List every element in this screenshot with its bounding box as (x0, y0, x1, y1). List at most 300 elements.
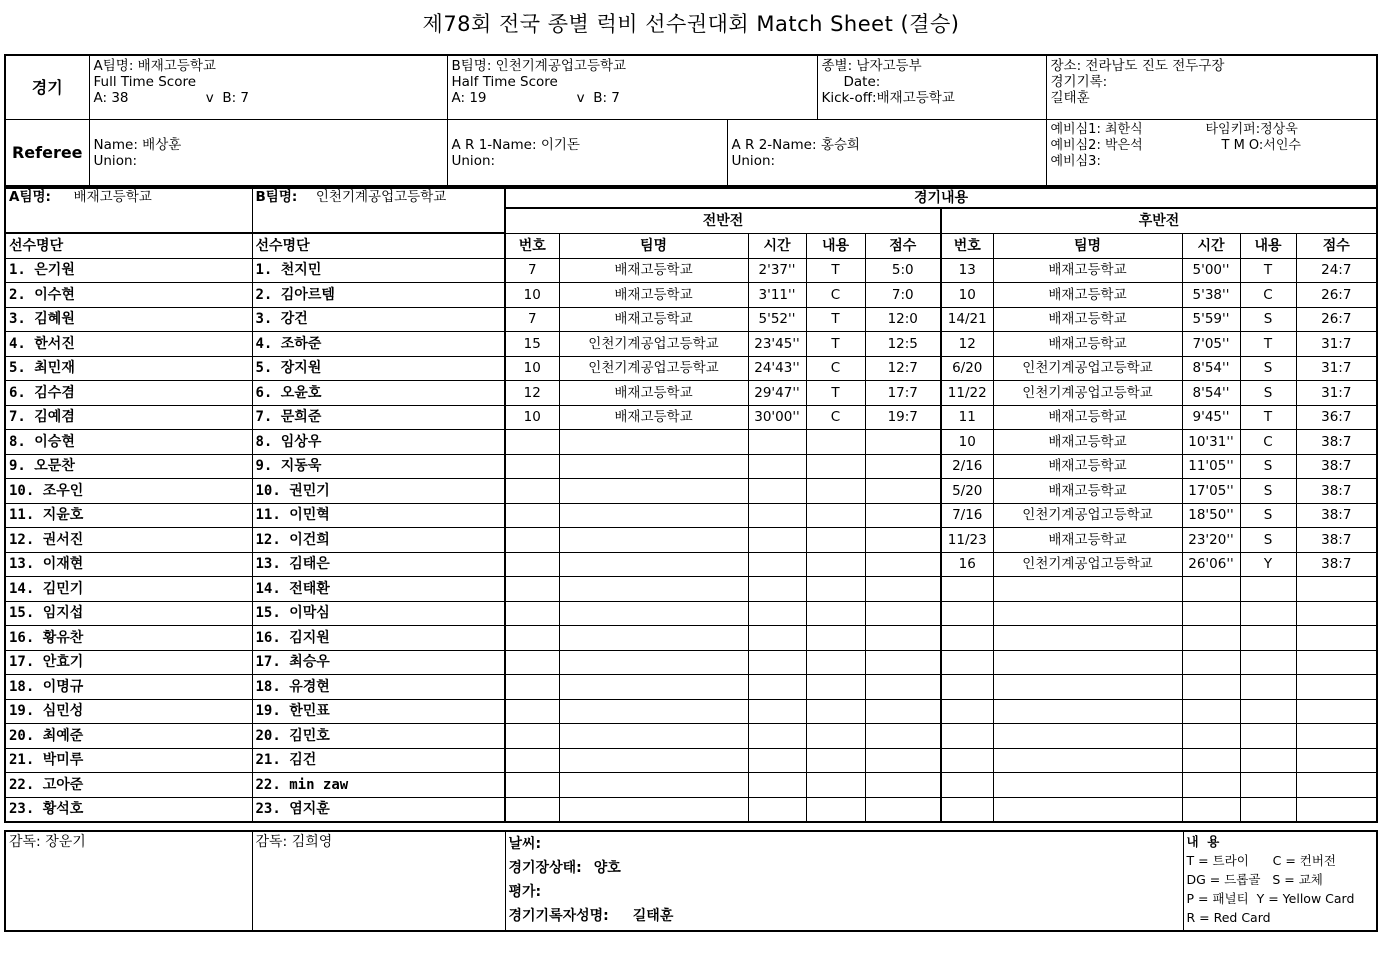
field-condition-label: 경기장상태: (508, 860, 582, 876)
team-a-header (5, 188, 252, 233)
second-half-type: S (1240, 528, 1296, 553)
second-half-score: 38:7 (1296, 479, 1377, 504)
second-half-number (941, 773, 993, 798)
second-half-number: 13 (941, 258, 993, 283)
first-half-type (806, 577, 865, 602)
player-b: 8. 임상우 (252, 430, 505, 455)
first-half-score (865, 797, 941, 822)
legend-title: 내 용 (1186, 834, 1220, 849)
first-half-team (559, 699, 748, 724)
first-half-type (806, 626, 865, 651)
first-half-team: 배재고등학교 (559, 381, 748, 406)
roster-label-a: 선수명단 (5, 233, 252, 258)
officials-info (1046, 119, 1377, 186)
first-half-score (865, 650, 941, 675)
first-half-team (559, 430, 748, 455)
second-half-time (1182, 724, 1240, 749)
first-half-team (559, 454, 748, 479)
first-half-number (505, 454, 559, 479)
second-half-score: 31:7 (1296, 381, 1377, 406)
first-half-type: T (806, 307, 865, 332)
player-a: 10. 조우인 (5, 479, 252, 504)
first-half-number (505, 552, 559, 577)
first-half-time (748, 577, 806, 602)
second-half-type: C (1240, 430, 1296, 455)
second-half-team: 배재고등학교 (993, 283, 1182, 308)
table-row (5, 258, 1377, 283)
first-half-type (806, 748, 865, 773)
second-half-team: 인천기계공업고등학교 (993, 356, 1182, 381)
table-row (5, 381, 1377, 406)
second-half-type: S (1240, 307, 1296, 332)
second-half-number: 14/21 (941, 307, 993, 332)
player-a: 18. 이명규 (5, 675, 252, 700)
first-half-col-number: 번호 (505, 233, 559, 258)
recorder-name: 길태훈 (1050, 90, 1090, 106)
first-half-type: T (806, 258, 865, 283)
first-half-type (806, 773, 865, 798)
first-half-number: 7 (505, 307, 559, 332)
player-b: 13. 김태은 (252, 552, 505, 577)
table-row (5, 356, 1377, 381)
first-half-time: 5'52'' (748, 307, 806, 332)
second-half-number (941, 626, 993, 651)
first-half-team (559, 650, 748, 675)
team-a-info (89, 55, 447, 119)
player-a: 16. 황유찬 (5, 626, 252, 651)
second-half-team: 배재고등학교 (993, 479, 1182, 504)
game-section-title: 경기내용 (505, 188, 1377, 208)
second-half-type: S (1240, 479, 1296, 504)
match-date: Date: (843, 74, 881, 90)
player-a: 5. 최민재 (5, 356, 252, 381)
timekeeper: 타임키퍼:정상욱 (1205, 121, 1298, 137)
second-half-score (1296, 797, 1377, 822)
table-row (5, 601, 1377, 626)
second-half-team: 인천기계공업고등학교 (993, 381, 1182, 406)
first-half-time (748, 748, 806, 773)
category-info (817, 55, 1046, 119)
second-half-number (941, 601, 993, 626)
full-time-score: A: 38 v B: 7 (93, 90, 250, 106)
first-half-team (559, 601, 748, 626)
table-row (5, 454, 1377, 479)
player-b: 3. 강건 (252, 307, 505, 332)
second-half-team: 배재고등학교 (993, 332, 1182, 357)
table-row (5, 797, 1377, 822)
first-half-score: 12:0 (865, 307, 941, 332)
second-half-team: 인천기계공업고등학교 (993, 552, 1182, 577)
legend-line: DG = 드롭골 S = 교체 (1186, 872, 1323, 887)
first-half-score: 12:7 (865, 356, 941, 381)
first-half-number (505, 626, 559, 651)
full-time-label: Full Time Score (93, 74, 197, 90)
first-half-score (865, 577, 941, 602)
player-b: 18. 유경현 (252, 675, 505, 700)
second-half-score: 26:7 (1296, 307, 1377, 332)
first-half-number: 12 (505, 381, 559, 406)
second-half-type (1240, 650, 1296, 675)
second-half-score: 38:7 (1296, 528, 1377, 553)
first-half-team: 인천기계공업고등학교 (559, 332, 748, 357)
player-a: 8. 이승현 (5, 430, 252, 455)
team-b-info (447, 55, 817, 119)
player-a: 1. 은기원 (5, 258, 252, 283)
legend-box (1183, 831, 1377, 931)
table-row (5, 283, 1377, 308)
reserve-referee-1: 예비심1: 최한식 (1050, 121, 1143, 137)
table-row (5, 332, 1377, 357)
team-b-label: B팀명: (255, 189, 298, 205)
table-row (5, 675, 1377, 700)
team-b-name: 인천기계공업고등학교 (315, 189, 447, 205)
second-half-team (993, 748, 1182, 773)
first-half-type (806, 503, 865, 528)
first-half-time (748, 773, 806, 798)
first-half-team: 배재고등학교 (559, 307, 748, 332)
table-row (5, 430, 1377, 455)
second-half-type (1240, 577, 1296, 602)
player-a: 13. 이재현 (5, 552, 252, 577)
second-half-type: Y (1240, 552, 1296, 577)
team-b-header (252, 188, 505, 233)
player-b: 5. 장지원 (252, 356, 505, 381)
first-half-time: 23'45'' (748, 332, 806, 357)
first-half-time (748, 430, 806, 455)
second-half-score (1296, 601, 1377, 626)
player-a: 21. 박미루 (5, 748, 252, 773)
first-half-team (559, 724, 748, 749)
second-half-time: 7'05'' (1182, 332, 1240, 357)
legend-line: T = 트라이 C = 컨버전 (1186, 853, 1336, 868)
second-half-number (941, 748, 993, 773)
second-half-number: 10 (941, 430, 993, 455)
first-half-time: 29'47'' (748, 381, 806, 406)
second-half-score (1296, 748, 1377, 773)
first-half-score (865, 699, 941, 724)
second-half-number: 16 (941, 552, 993, 577)
player-b: 15. 이막심 (252, 601, 505, 626)
first-half-time (748, 724, 806, 749)
player-a: 4. 한서진 (5, 332, 252, 357)
second-half-number: 10 (941, 283, 993, 308)
second-half-time: 26'06'' (1182, 552, 1240, 577)
first-half-number (505, 528, 559, 553)
first-half-time: 30'00'' (748, 405, 806, 430)
ar1-union: Union: (451, 152, 496, 169)
second-half-time: 17'05'' (1182, 479, 1240, 504)
first-half-team (559, 748, 748, 773)
first-half-number (505, 503, 559, 528)
venue-info (1046, 55, 1377, 119)
second-half-type (1240, 699, 1296, 724)
first-half-score: 19:7 (865, 405, 941, 430)
legend-line: R = Red Card (1186, 910, 1271, 925)
first-half-type (806, 454, 865, 479)
table-row (5, 479, 1377, 504)
second-half-team (993, 797, 1182, 822)
table-row (5, 307, 1377, 332)
second-half-number: 11/22 (941, 381, 993, 406)
first-half-team (559, 577, 748, 602)
second-half-number (941, 699, 993, 724)
second-half-score: 24:7 (1296, 258, 1377, 283)
second-half-number (941, 650, 993, 675)
second-half-time: 18'50'' (1182, 503, 1240, 528)
player-b: 6. 오윤호 (252, 381, 505, 406)
first-half-type (806, 528, 865, 553)
second-half-team (993, 724, 1182, 749)
first-half-type (806, 479, 865, 504)
first-half-score: 7:0 (865, 283, 941, 308)
second-half-score (1296, 699, 1377, 724)
second-half-time (1182, 626, 1240, 651)
player-a: 14. 김민기 (5, 577, 252, 602)
second-half-number: 7/16 (941, 503, 993, 528)
second-half-time: 5'59'' (1182, 307, 1240, 332)
player-b: 22. min zaw (252, 773, 505, 798)
first-half-team (559, 773, 748, 798)
second-half-type (1240, 675, 1296, 700)
writer-label: 경기기록자성명: (508, 908, 609, 924)
first-half-team: 인천기계공업고등학교 (559, 356, 748, 381)
player-b: 12. 이건희 (252, 528, 505, 553)
second-half-number: 6/20 (941, 356, 993, 381)
player-b: 19. 한민표 (252, 699, 505, 724)
team-a-name: 배재고등학교 (73, 189, 152, 205)
ar1-info (447, 119, 727, 186)
first-half-title: 전반전 (505, 208, 941, 233)
reserve-referee-3: 예비심3: (1050, 153, 1101, 169)
first-half-number (505, 430, 559, 455)
second-half-number: 2/16 (941, 454, 993, 479)
category: 종별: 남자고등부 (821, 58, 922, 74)
first-half-number (505, 773, 559, 798)
first-half-team (559, 797, 748, 822)
first-half-number: 10 (505, 405, 559, 430)
second-half-type: S (1240, 356, 1296, 381)
half-time-label: Half Time Score (451, 74, 558, 90)
first-half-type (806, 724, 865, 749)
second-half-score: 38:7 (1296, 454, 1377, 479)
second-half-type (1240, 797, 1296, 822)
table-row (5, 626, 1377, 651)
second-half-time (1182, 577, 1240, 602)
second-half-number (941, 797, 993, 822)
first-half-col-time: 시간 (748, 233, 806, 258)
second-half-time: 11'05'' (1182, 454, 1240, 479)
second-half-type (1240, 724, 1296, 749)
first-half-time (748, 699, 806, 724)
first-half-time (748, 503, 806, 528)
player-a: 19. 심민성 (5, 699, 252, 724)
table-row (5, 773, 1377, 798)
player-a: 12. 권서진 (5, 528, 252, 553)
player-a: 7. 김예겸 (5, 405, 252, 430)
first-half-score (865, 675, 941, 700)
second-half-score (1296, 626, 1377, 651)
second-half-time (1182, 699, 1240, 724)
tmo: T M O:서인수 (1221, 137, 1301, 153)
second-half-col-number: 번호 (941, 233, 993, 258)
second-half-score: 31:7 (1296, 356, 1377, 381)
team-a-label: A팀명: (9, 189, 51, 205)
table-row (5, 503, 1377, 528)
first-half-type (806, 699, 865, 724)
first-half-type (806, 650, 865, 675)
table-row (5, 699, 1377, 724)
first-half-type: T (806, 332, 865, 357)
reserve-referee-2: 예비심2: 박은석 (1050, 137, 1143, 153)
ar2-union: Union: (731, 152, 776, 169)
second-half-score (1296, 577, 1377, 602)
second-half-type: T (1240, 258, 1296, 283)
first-half-time (748, 528, 806, 553)
first-half-number: 7 (505, 258, 559, 283)
second-half-number: 11/23 (941, 528, 993, 553)
second-half-time: 8'54'' (1182, 381, 1240, 406)
first-half-time (748, 675, 806, 700)
first-half-type: C (806, 283, 865, 308)
player-b: 4. 조하준 (252, 332, 505, 357)
team-a-line: A팀명: 배재고등학교 (93, 58, 216, 74)
second-half-type: C (1240, 283, 1296, 308)
second-half-type (1240, 626, 1296, 651)
game-label: 경기 (5, 55, 89, 119)
first-half-time (748, 479, 806, 504)
ar2-name: A R 2-Name: 홍승희 (731, 136, 860, 153)
first-half-time (748, 626, 806, 651)
second-half-time: 5'00'' (1182, 258, 1240, 283)
first-half-type (806, 601, 865, 626)
first-half-type (806, 552, 865, 577)
first-half-type (806, 430, 865, 455)
first-half-score (865, 479, 941, 504)
second-half-type: S (1240, 454, 1296, 479)
first-half-time (748, 552, 806, 577)
first-half-time: 24'43'' (748, 356, 806, 381)
player-b: 7. 문희준 (252, 405, 505, 430)
first-half-number (505, 601, 559, 626)
second-half-type: T (1240, 405, 1296, 430)
first-half-team (559, 503, 748, 528)
second-half-time: 5'38'' (1182, 283, 1240, 308)
player-b: 23. 염지훈 (252, 797, 505, 822)
table-row (5, 405, 1377, 430)
first-half-type: C (806, 356, 865, 381)
first-half-number (505, 650, 559, 675)
second-half-team (993, 626, 1182, 651)
second-half-team: 인천기계공업고등학교 (993, 503, 1182, 528)
second-half-number (941, 577, 993, 602)
second-half-score: 38:7 (1296, 503, 1377, 528)
first-half-team: 배재고등학교 (559, 405, 748, 430)
second-half-score: 36:7 (1296, 405, 1377, 430)
coach-a: 감독: 장운기 (5, 831, 252, 931)
first-half-team (559, 626, 748, 651)
roster-label-b: 선수명단 (252, 233, 505, 258)
player-a: 22. 고아준 (5, 773, 252, 798)
player-a: 20. 최예준 (5, 724, 252, 749)
first-half-type: T (806, 381, 865, 406)
first-half-type (806, 675, 865, 700)
referee-label: Referee (5, 119, 89, 186)
first-half-number: 15 (505, 332, 559, 357)
first-half-time (748, 797, 806, 822)
first-half-score (865, 748, 941, 773)
table-row (5, 577, 1377, 602)
first-half-score (865, 503, 941, 528)
player-b: 11. 이민혁 (252, 503, 505, 528)
second-half-score (1296, 675, 1377, 700)
player-b: 21. 김건 (252, 748, 505, 773)
weather: 날씨: (508, 836, 542, 852)
match-content-table (4, 187, 1378, 823)
kickoff: Kick-off:배재고등학교 (821, 90, 955, 106)
player-a: 15. 임지섭 (5, 601, 252, 626)
first-half-team (559, 552, 748, 577)
second-half-number: 5/20 (941, 479, 993, 504)
referee-union: Union: (93, 152, 138, 169)
second-half-type (1240, 748, 1296, 773)
legend-line: P = 패널티 Y = Yellow Card (1186, 891, 1355, 906)
match-info-table (4, 54, 1378, 187)
venue: 장소: 전라남도 진도 전두구장 (1050, 58, 1225, 74)
second-half-number: 11 (941, 405, 993, 430)
first-half-col-team: 팀명 (559, 233, 748, 258)
second-half-score (1296, 724, 1377, 749)
second-half-team: 배재고등학교 (993, 528, 1182, 553)
first-half-time (748, 650, 806, 675)
first-half-score (865, 552, 941, 577)
second-half-team (993, 650, 1182, 675)
second-half-time (1182, 773, 1240, 798)
second-half-team: 배재고등학교 (993, 405, 1182, 430)
player-b: 20. 김민호 (252, 724, 505, 749)
first-half-score (865, 454, 941, 479)
first-half-number (505, 724, 559, 749)
evaluation: 평가: (508, 884, 542, 900)
first-half-number: 10 (505, 283, 559, 308)
first-half-score (865, 626, 941, 651)
player-a: 23. 황석호 (5, 797, 252, 822)
second-half-team: 배재고등학교 (993, 430, 1182, 455)
first-half-number (505, 675, 559, 700)
second-half-time (1182, 797, 1240, 822)
player-a: 17. 안효기 (5, 650, 252, 675)
first-half-score (865, 773, 941, 798)
first-half-score (865, 601, 941, 626)
second-half-col-type: 내용 (1240, 233, 1296, 258)
player-b: 9. 지동욱 (252, 454, 505, 479)
field-condition-value: 양호 (593, 860, 621, 876)
second-half-type: T (1240, 332, 1296, 357)
first-half-number (505, 479, 559, 504)
first-half-team: 배재고등학교 (559, 258, 748, 283)
first-half-time (748, 454, 806, 479)
first-half-type (806, 797, 865, 822)
first-half-col-score: 점수 (865, 233, 941, 258)
player-b: 14. 전태환 (252, 577, 505, 602)
first-half-col-type: 내용 (806, 233, 865, 258)
player-b: 10. 권민기 (252, 479, 505, 504)
second-half-score: 38:7 (1296, 552, 1377, 577)
second-half-col-score: 점수 (1296, 233, 1377, 258)
player-b: 2. 김아르템 (252, 283, 505, 308)
table-row (5, 748, 1377, 773)
first-half-time: 3'11'' (748, 283, 806, 308)
second-half-team (993, 773, 1182, 798)
